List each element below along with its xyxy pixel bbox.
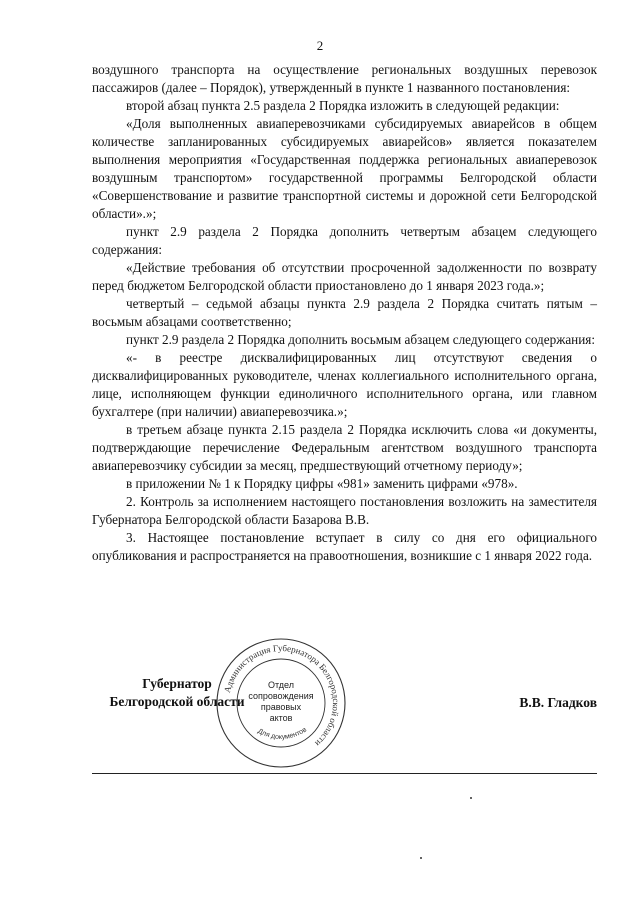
- paragraph: в третьем абзаце пункта 2.15 раздела 2 Порядка исключить слова «и документы, подтверждающие перечисление Федеральным агентством воздушного транспорта авиаперевозчику субсидии за месяц, предшествующий отчетному периоду»;: [92, 422, 597, 473]
- paragraph: в приложении № 1 к Порядку цифры «981» заменить цифрами «978».: [126, 476, 518, 491]
- paragraph: «Доля выполненных авиаперевозчиками субсидируемых авиарейсов в общем количестве запланированных субсидируемых авиарейсов» является показателем выполнения мероприятия «Государственная поддержка региональных авиаперевозок воздушным транспортом» государственной программы Белгородской области «Совершенствование и развитие транспортной системы и дорожной сети Белгородской области».»;: [92, 116, 597, 221]
- stamp-center-line2: сопровождения: [248, 691, 314, 701]
- stamp-bottom-text: Для документов: [256, 726, 309, 742]
- paragraph: пункт 2.9 раздела 2 Порядка дополнить восьмым абзацем следующего содержания:: [126, 332, 596, 347]
- stamp-ring-text: Администрация Губернатора Белгородской области: [222, 642, 342, 749]
- paragraph: второй абзац пункта 2.5 раздела 2 Порядка изложить в следующей редакции:: [126, 98, 560, 113]
- signatory-title-line2: Белгородской области: [109, 694, 245, 709]
- paragraph: 3. Настоящее постановление вступает в силу со дня его официального опубликования и распространяется на правоотношения, возникшие с 1 января 2022 года.: [92, 530, 597, 563]
- official-stamp: [214, 636, 348, 770]
- signatory-name: В.В. Гладков: [519, 695, 597, 710]
- paragraph: воздушного транспорта на осуществление региональных воздушных перевозок пассажиров (далее – Порядок), утвержденный в пункте 1 названного постановления:: [92, 62, 597, 95]
- stamp-center-line1: Отдел: [267, 680, 295, 690]
- paragraph: «Действие требования об отсутствии просроченной задолженности по возврату перед бюджетом Белгородской области приостановлено до 1 января 2023 года.»;: [92, 260, 597, 293]
- stamp-center-line4: актов: [269, 713, 293, 723]
- scan-speck: [420, 857, 422, 859]
- stamp-center-line3: правовых: [260, 702, 302, 712]
- paragraph: четвертый – седьмой абзацы пункта 2.9 раздела 2 Порядка считать пятым – восьмым абзацами соответственно;: [92, 296, 597, 329]
- document-body: [92, 61, 597, 565]
- paragraph: 2. Контроль за исполнением настоящего постановления возложить на заместителя Губернатора Белгородской области Базарова В.В.: [92, 494, 597, 527]
- scan-speck: [470, 797, 472, 799]
- paragraph: «- в реестре дисквалифицированных лиц отсутствуют сведения о дисквалифицированных руководителе, членах коллегиального исполнительного органа, лице, исполняющем функции единоличного исполнительного органа, или главном бухгалтере (при наличии) авиаперевозчика.»;: [92, 350, 597, 419]
- page-number: 2: [316, 38, 324, 53]
- divider-line: [92, 773, 597, 774]
- signatory-title-line1: Губернатор: [142, 676, 212, 691]
- paragraph: пункт 2.9 раздела 2 Порядка дополнить четвертым абзацем следующего содержания:: [92, 224, 597, 257]
